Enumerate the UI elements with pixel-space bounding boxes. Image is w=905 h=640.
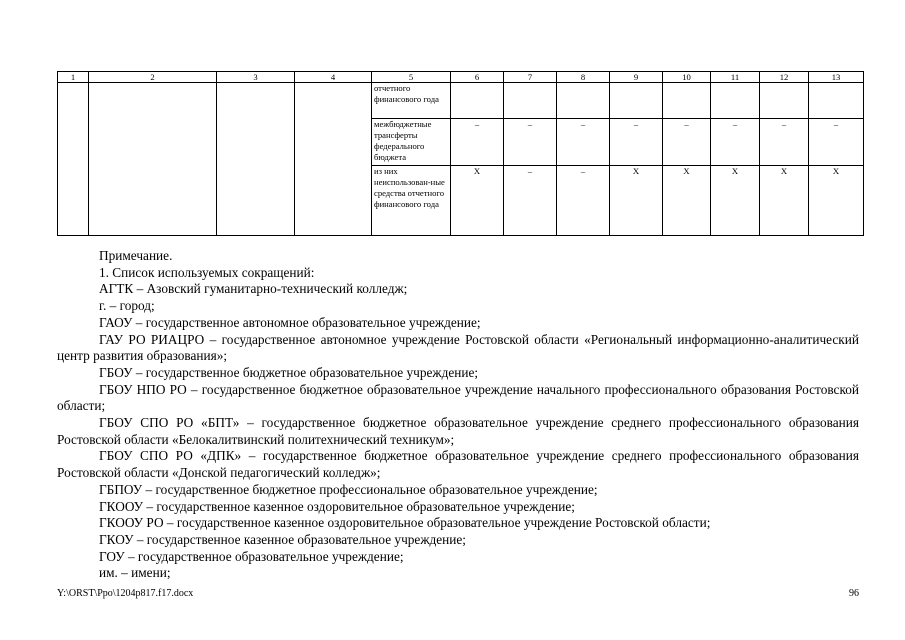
- abbreviation-item: ГАУ РО РИАЦРО – государственное автономное учреждение Ростовской области «Региональный информационно-аналитический центр развития образования»;: [57, 331, 859, 364]
- table-cell: [663, 83, 711, 119]
- abbreviation-item: ГБОУ НПО РО – государственное бюджетное образовательное учреждение начального профессионального образования Ростовской области;: [57, 381, 859, 414]
- merged-cell-1: [58, 83, 89, 236]
- table-cell: [610, 83, 663, 119]
- table-cell: Х: [610, 166, 663, 236]
- abbreviation-item: ГБОУ СПО РО «ДПК» – государственное бюджетное образовательное учреждение среднего профессионального образования Ростовской области «Донской педагогический колледж»;: [57, 448, 859, 481]
- table-cell: [504, 83, 557, 119]
- table-cell: –: [663, 119, 711, 166]
- table-cell: –: [451, 119, 504, 166]
- header-cell: 1: [58, 72, 89, 83]
- row-label: из них неиспользован-ные средства отчетного финансового года: [372, 166, 451, 236]
- table-row: [58, 83, 864, 119]
- notes-title: Примечание.: [99, 248, 173, 263]
- merged-cell-4: [295, 83, 372, 236]
- header-cell: 2: [89, 72, 217, 83]
- abbreviation-item: ГБОУ – государственное бюджетное образовательное учреждение;: [99, 364, 479, 380]
- table-cell: [711, 83, 760, 119]
- abbreviation-item: ГАОУ – государственное автономное образовательное учреждение;: [99, 314, 481, 330]
- table-cell: Х: [663, 166, 711, 236]
- header-cell: 6: [451, 72, 504, 83]
- header-cell: 12: [760, 72, 809, 83]
- table-cell: –: [711, 119, 760, 166]
- table-cell: –: [809, 119, 864, 166]
- budget-table: [57, 71, 864, 236]
- row-label: межбюджетные трансферты федерального бюджета: [372, 119, 451, 166]
- header-cell: 7: [504, 72, 557, 83]
- header-cell: 8: [557, 72, 610, 83]
- merged-cell-2: [89, 83, 217, 236]
- table-cell: –: [760, 119, 809, 166]
- table-cell: [760, 83, 809, 119]
- table-cell: Х: [809, 166, 864, 236]
- page-number: 96: [849, 588, 859, 599]
- abbreviation-item: ГКОУ – государственное казенное образовательное учреждение;: [99, 531, 466, 547]
- table-cell: [809, 83, 864, 119]
- table-cell: Х: [711, 166, 760, 236]
- abbreviation-item: ГБОУ СПО РО «БПТ» – государственное бюджетное образовательное учреждение среднего профессионального образования Ростовской области «Белокалитвинский политехнический техникум»;: [57, 415, 859, 447]
- header-cell: 3: [217, 72, 295, 83]
- abbreviation-item: ГКООУ РО – государственное казенное оздоровительное образовательное учреждение Ростовской области;: [99, 515, 711, 531]
- header-row: [58, 72, 864, 83]
- abbreviation-item: им. – имени;: [99, 565, 171, 581]
- header-cell: 9: [610, 72, 663, 83]
- header-cell: 5: [372, 72, 451, 83]
- abbreviation-item: ГКООУ – государственное казенное оздоровительное образовательное учреждение;: [99, 498, 575, 514]
- abbreviation-item: ГОУ – государственное образовательное учреждение;: [99, 548, 404, 564]
- table-cell: Х: [760, 166, 809, 236]
- table-cell: –: [504, 166, 557, 236]
- table-cell: [557, 83, 610, 119]
- file-path: Y:\ORST\Ppo\1204p817.f17.docx: [57, 588, 194, 599]
- table-cell: –: [557, 119, 610, 166]
- header-cell: 13: [809, 72, 864, 83]
- notes-section: [57, 248, 859, 582]
- merged-cell-3: [217, 83, 295, 236]
- table-cell: [451, 83, 504, 119]
- abbreviation-item: АГТК – Азовский гуманитарно-технический колледж;: [99, 281, 408, 297]
- abbreviation-item: г. – город;: [99, 298, 155, 314]
- header-cell: 10: [663, 72, 711, 83]
- abbreviations-title: 1. Список используемых сокращений:: [99, 264, 315, 280]
- table-cell: –: [504, 119, 557, 166]
- table-cell: –: [557, 166, 610, 236]
- table-cell: –: [610, 119, 663, 166]
- header-cell: 4: [295, 72, 372, 83]
- abbreviation-item: ГБПОУ – государственное бюджетное профессиональное образовательное учреждение;: [99, 481, 598, 497]
- row-label: отчетного финансового года: [372, 83, 451, 119]
- table-cell: Х: [451, 166, 504, 236]
- header-cell: 11: [711, 72, 760, 83]
